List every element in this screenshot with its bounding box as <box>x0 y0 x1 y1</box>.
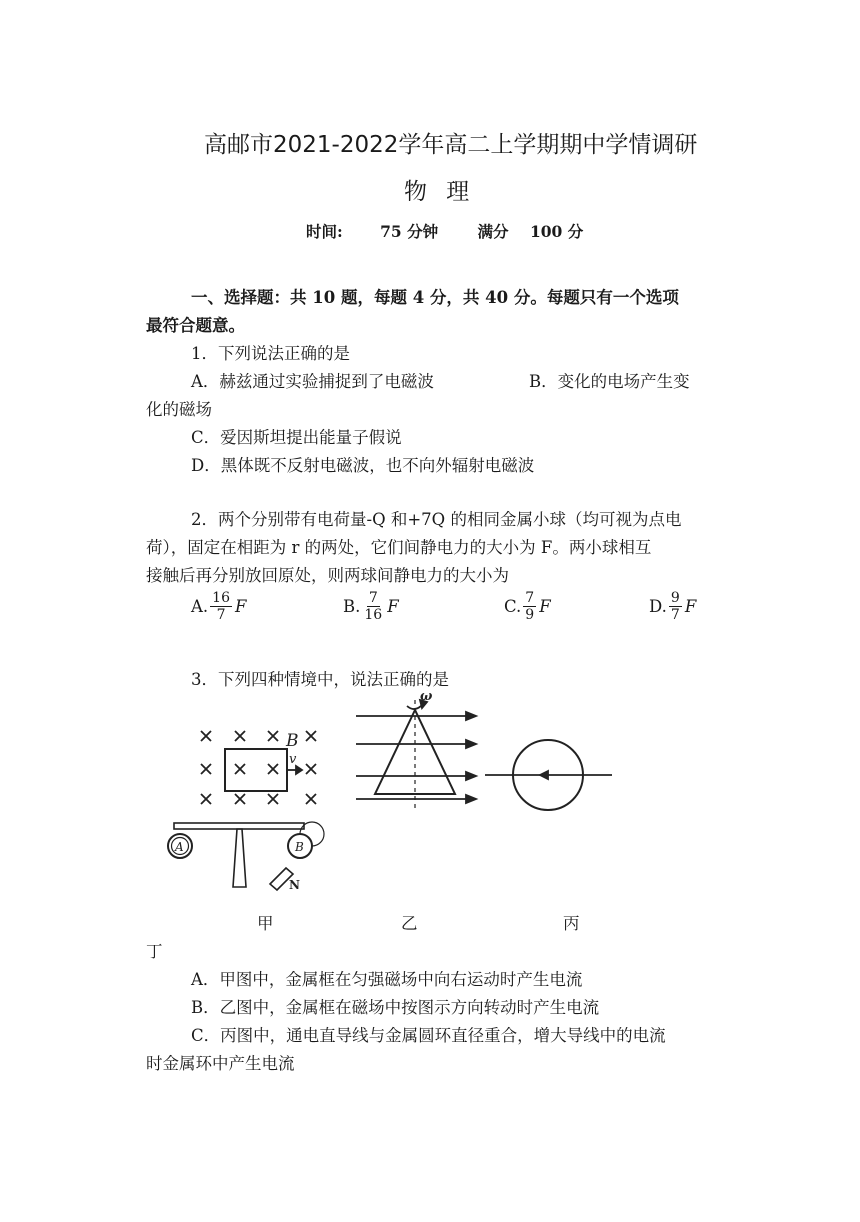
q2-option-d-denominator: 7 <box>670 607 680 623</box>
fig-label-yi: 乙 <box>401 914 418 933</box>
metal-frame <box>225 749 287 791</box>
figure-ding <box>168 822 324 890</box>
q2-option-d-fraction <box>669 590 682 623</box>
q2-option-a-numerator: 16 <box>212 590 230 606</box>
q2-option-c-var: F <box>539 597 551 616</box>
q2-option-c-label: C. <box>504 597 522 616</box>
q2-option-c-fraction <box>523 590 536 623</box>
q2-option-b-label: B. <box>343 597 361 616</box>
q2-option-c-numerator: 7 <box>525 590 535 606</box>
field-lines <box>356 716 472 799</box>
section-heading-cont: 最符合题意。 <box>146 316 245 335</box>
time-value: 75 分钟 <box>380 222 439 241</box>
omega-label: ω <box>420 689 433 704</box>
score-label: 满分 <box>477 222 509 241</box>
q2-option-d-var: F <box>684 597 697 616</box>
q2-stem-line1: 2．两个分别带有电荷量-Q 和+7Q 的相同金属小球（均可视为点电 <box>191 510 682 529</box>
fig-label-ding: 丁 <box>146 942 163 961</box>
q2-option-d-label: D. <box>649 597 667 616</box>
velocity-label: v <box>289 752 297 767</box>
q3-figures <box>150 686 620 898</box>
field-b-label: B <box>286 731 299 751</box>
q2-option-b-denominator: 16 <box>364 607 383 623</box>
q1-stem: 1．下列说法正确的是 <box>191 344 350 363</box>
magnet-n-label: N <box>289 878 300 892</box>
balance-pivot <box>233 829 246 887</box>
q2-option-b <box>343 590 399 623</box>
balance-bar <box>174 823 304 829</box>
q2-option-b-fraction <box>362 590 384 623</box>
q2-option-b-var: F <box>387 597 399 616</box>
exam-meta <box>306 220 583 242</box>
q2-option-c <box>504 590 551 623</box>
coil-a-label: A <box>175 840 184 854</box>
q2-option-b-numerator: 7 <box>368 590 378 606</box>
q1-option-b-cont: 化的磁场 <box>146 400 212 419</box>
q2-option-a-fraction <box>210 590 232 623</box>
q1-option-c: C．爱因斯坦提出能量子假说 <box>191 428 402 447</box>
score-value: 100 分 <box>529 222 584 241</box>
q3-option-c-cont: 时金属环中产生电流 <box>146 1054 295 1073</box>
figure-jia <box>201 731 316 804</box>
q2-option-c-denominator: 9 <box>525 607 535 623</box>
q2-option-a-var: F <box>235 597 247 616</box>
fig-label-bing: 丙 <box>563 914 580 933</box>
figure-bing <box>485 740 612 810</box>
q1-option-b: B．变化的电场产生变 <box>529 372 690 391</box>
q2-option-d <box>649 590 696 623</box>
q2-stem-line2: 荷），固定在相距为 r 的两处，它们间静电力的大小为 F。两小球相互 <box>146 538 652 557</box>
q2-option-a-denominator: 7 <box>216 607 226 623</box>
q3-option-a: A．甲图中，金属框在匀强磁场中向右运动时产生电流 <box>191 970 583 989</box>
q2-option-a-label: A. <box>191 597 209 616</box>
q3-stem: 3．下列四种情境中，说法正确的是 <box>191 670 449 689</box>
q2-option-a <box>191 590 246 623</box>
coil-b-label: B <box>295 840 304 854</box>
time-label: 时间: <box>306 222 343 241</box>
q1-option-d: D．黑体既不反射电磁波，也不向外辐射电磁波 <box>191 456 535 475</box>
subject-title: 物 理 <box>404 179 476 205</box>
exam-title: 高邮市2021-2022学年高二上学期期中学情调研 <box>204 132 698 158</box>
q3-option-c: C．丙图中，通电直导线与金属圆环直径重合，增大导线中的电流 <box>191 1026 666 1045</box>
figure-yi <box>356 700 476 808</box>
q3-option-b: B．乙图中，金属框在磁场中按图示方向转动时产生电流 <box>191 998 600 1017</box>
fig-label-jia: 甲 <box>257 914 274 933</box>
q1-option-a: A．赫兹通过实验捕捉到了电磁波 <box>191 372 434 391</box>
section-heading: 一、选择题：共 10 题，每题 4 分，共 40 分。每题只有一个选项 <box>191 288 679 307</box>
q2-stem-line3: 接触后再分别放回原处，则两球间静电力的大小为 <box>146 566 509 585</box>
q2-option-d-numerator: 9 <box>670 590 680 606</box>
